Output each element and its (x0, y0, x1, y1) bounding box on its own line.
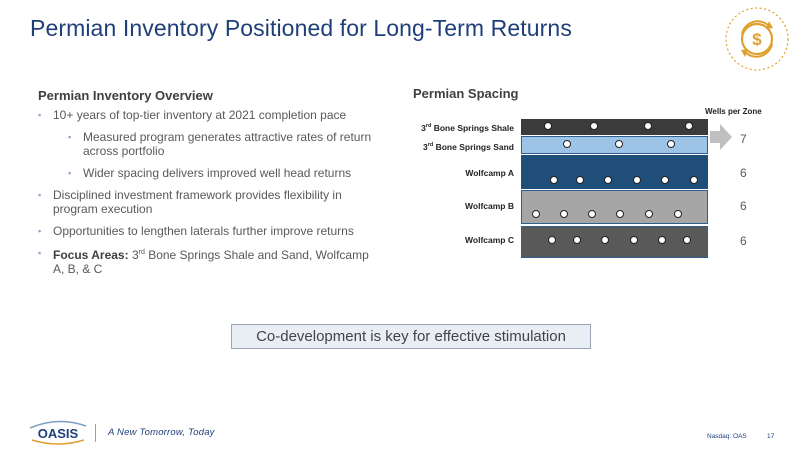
zone-prefix: 3 (421, 123, 426, 133)
wells-count: 6 (740, 166, 747, 180)
zone-label-bone-springs-sand (423, 142, 514, 152)
sub-bullet-item: ▪ Wider spacing delivers improved well head returns (38, 166, 378, 180)
well-marker (683, 236, 691, 244)
well-marker (645, 210, 653, 218)
zone-prefix: 3 (423, 142, 428, 152)
well-marker (604, 176, 612, 184)
page-title: Permian Inventory Positioned for Long-Term Returns (30, 15, 572, 41)
well-marker (588, 210, 596, 218)
zone-label-bone-springs-shale (421, 123, 514, 133)
well-marker (667, 140, 675, 148)
zone-label-wolfcamp-c: Wolfcamp C (465, 235, 514, 245)
dollar-cycle-icon (724, 6, 790, 72)
focus-label: Focus Areas: (53, 248, 129, 262)
well-marker (658, 236, 666, 244)
well-marker (630, 236, 638, 244)
bullet-item: ▪ Disciplined investment framework provides flexibility in program execution (38, 188, 378, 216)
wells-count: 7 (740, 132, 747, 146)
sub-bullet-item: ▪ Measured program generates attractive rates of return across portfolio (38, 130, 378, 158)
well-marker (644, 122, 652, 130)
spacing-heading: Permian Spacing (413, 86, 519, 101)
wells-per-zone-header: Wells per Zone (705, 107, 762, 116)
arrow-right-icon (710, 124, 732, 150)
zone-name: Bone Springs Sand (433, 142, 514, 152)
well-marker (601, 236, 609, 244)
zone-label-wolfcamp-a: Wolfcamp A (465, 168, 514, 178)
tagline: A New Tomorrow, Today (108, 427, 215, 438)
wells-count: 6 (740, 199, 747, 213)
well-marker (544, 122, 552, 130)
oasis-logo (28, 418, 88, 446)
zone-sup: rd (425, 123, 432, 130)
zone-layer-wolfcamp-a (521, 155, 708, 189)
zone-sup: rd (427, 142, 434, 149)
well-marker (661, 176, 669, 184)
focus-text: Bone Springs Shale and Sand, Wolfcamp A, B, & C (53, 248, 369, 276)
well-marker (690, 176, 698, 184)
focus-sup: rd (138, 249, 145, 256)
bullet-item: ▪ 10+ years of top-tier inventory at 2021 completion pace (38, 108, 378, 122)
svg-text:$: $ (752, 30, 762, 49)
overview-heading: Permian Inventory Overview (38, 88, 213, 103)
bullet-item: ▪ Opportunities to lengthen laterals further improve returns (38, 224, 378, 238)
page-number: 17 (767, 433, 775, 440)
well-marker (590, 122, 598, 130)
ticker: Nasdaq: OAS (707, 433, 747, 440)
footer-divider (95, 424, 96, 442)
well-marker (550, 176, 558, 184)
callout-box: Co-development is key for effective stimulation (231, 324, 591, 349)
well-marker (633, 176, 641, 184)
zone-layer-wolfcamp-b (521, 190, 708, 224)
well-marker (576, 176, 584, 184)
well-marker (563, 140, 571, 148)
well-marker (560, 210, 568, 218)
wells-count: 6 (740, 234, 747, 248)
well-marker (532, 210, 540, 218)
overview-bullets (38, 108, 378, 284)
well-marker (573, 236, 581, 244)
zone-name: Bone Springs Shale (431, 123, 514, 133)
well-marker (616, 210, 624, 218)
focus-prefix: 3 (131, 248, 139, 262)
svg-text:OASIS: OASIS (37, 426, 79, 441)
well-marker (674, 210, 682, 218)
well-marker (685, 122, 693, 130)
zone-label-wolfcamp-b: Wolfcamp B (465, 201, 514, 211)
bullet-item-focus (38, 246, 378, 276)
well-marker (548, 236, 556, 244)
well-marker (615, 140, 623, 148)
